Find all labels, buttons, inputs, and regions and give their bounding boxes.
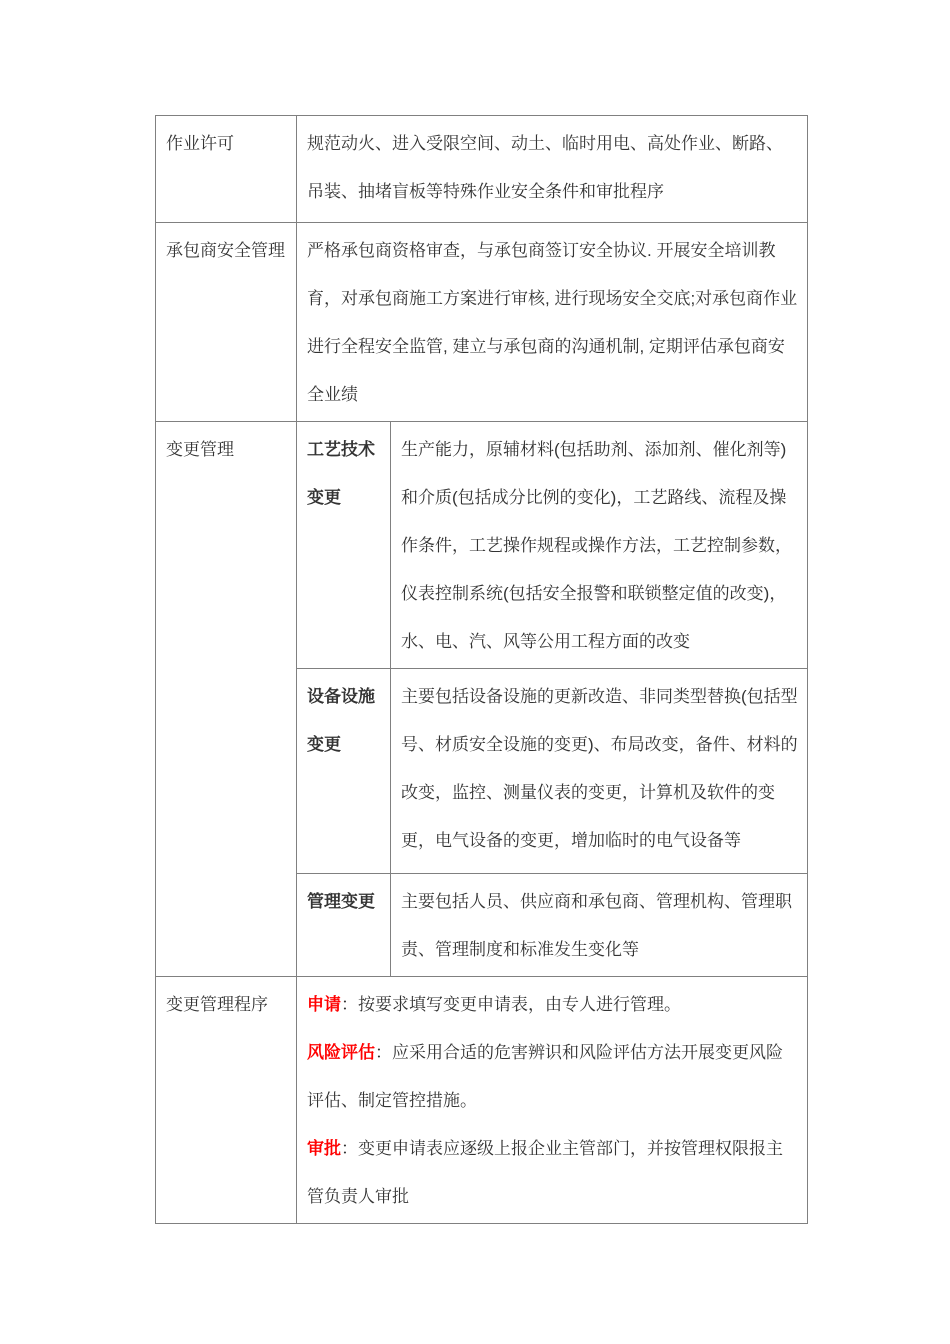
procedure-approval: [307, 1125, 798, 1221]
subrow-label-equipment-change: 设备设施变更: [297, 669, 391, 874]
row-content-change-procedure: [297, 977, 808, 1224]
row-content-work-permit: 规范动火、进入受限空间、动土、临时用电、高处作业、断路、吊装、抽堵盲板等特殊作业安全条件和审批程序: [297, 116, 808, 223]
procedure-text-risk-assessment: 应采用合适的危害辨识和风险评估方法开展变更风险评估、制定管控措施。: [307, 1043, 783, 1110]
procedure-colon: ：: [341, 1139, 358, 1158]
table-row: [156, 116, 808, 223]
procedure-text-apply: 按要求填写变更申请表，由专人进行管理。: [358, 995, 681, 1014]
table-row: [156, 977, 808, 1224]
table-row: [156, 422, 808, 669]
procedure-term-apply: 申请: [307, 995, 341, 1014]
subrow-label-process-tech-change: 工艺技术变更: [297, 422, 391, 669]
row-label-work-permit: 作业许可: [156, 116, 297, 223]
subrow-content-process-tech-change: 生产能力，原辅材料(包括助剂、添加剂、催化剂等)和介质(包括成分比例的变化)，工艺路线、流程及操作条件，工艺操作规程或操作方法，工艺控制参数，仪表控制系统(包括安全报警和联锁整定值的改变)，水、电、汽、风等公用工程方面的改变: [391, 422, 808, 669]
procedure-apply: [307, 981, 798, 1029]
procedure-term-risk-assessment: 风险评估: [307, 1043, 375, 1062]
procedure-risk-assessment: [307, 1029, 798, 1125]
row-label-change-procedure: 变更管理程序: [156, 977, 297, 1224]
row-label-change-management: 变更管理: [156, 422, 297, 977]
procedure-colon: ：: [375, 1043, 392, 1062]
row-content-contractor-safety: 严格承包商资格审查，与承包商签订安全协议. 开展安全培训教育，对承包商施工方案进行审核, 进行现场安全交底;对承包商作业进行全程安全监管, 建立与承包商的沟通机制, 定期评估承包商安全业绩: [297, 223, 808, 422]
subrow-content-management-change: 主要包括人员、供应商和承包商、管理机构、管理职责、管理制度和标准发生变化等: [391, 874, 808, 977]
subrow-label-management-change: 管理变更: [297, 874, 391, 977]
procedure-text-approval: 变更申请表应逐级上报企业主管部门，并按管理权限报主管负责人审批: [307, 1139, 783, 1206]
subrow-content-equipment-change: 主要包括设备设施的更新改造、非同类型替换(包括型号、材质安全设施的变更)、布局改变，备件、材料的改变，监控、测量仪表的变更，计算机及软件的变更，电气设备的变更，增加临时的电气设备等: [391, 669, 808, 874]
table-row: [156, 223, 808, 422]
procedure-term-approval: 审批: [307, 1139, 341, 1158]
row-label-contractor-safety: 承包商安全管理: [156, 223, 297, 422]
safety-management-table: [155, 115, 808, 1224]
procedure-colon: ：: [341, 995, 358, 1014]
